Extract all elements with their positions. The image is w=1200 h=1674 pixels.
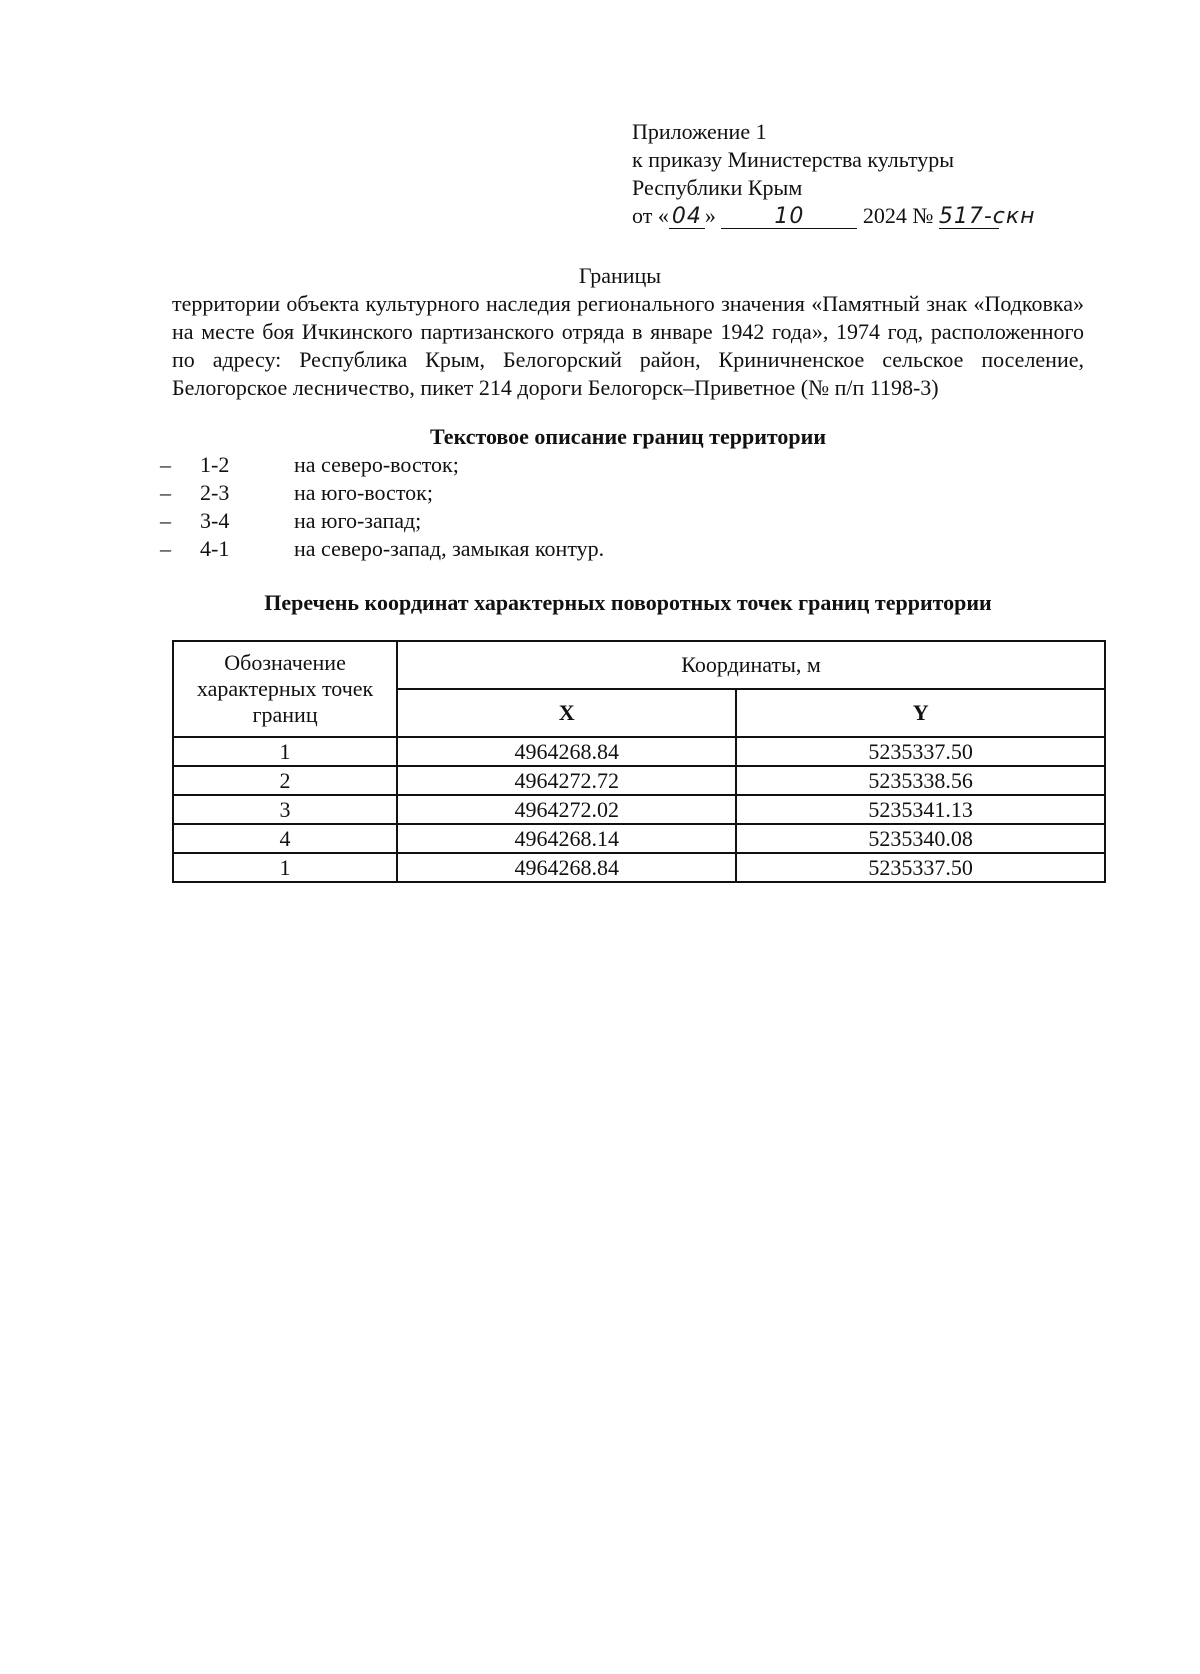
date-prefix: от « <box>632 203 669 228</box>
cell-x: 4964268.14 <box>397 824 736 853</box>
date-month-field <box>721 205 857 229</box>
header-coordinates: Координаты, м <box>397 641 1105 689</box>
document-title: Границы <box>578 263 662 288</box>
cell-point: 4 <box>173 824 397 853</box>
segment-direction: на юго-запад; <box>294 508 422 533</box>
segment-item <box>160 479 1060 507</box>
cell-y: 5235337.50 <box>736 737 1105 766</box>
segment-direction: на северо-восток; <box>294 452 459 477</box>
text-description-heading: Текстовое описание границ территории <box>429 424 827 449</box>
cell-y: 5235338.56 <box>736 766 1105 795</box>
order-number-field <box>938 204 1036 229</box>
appendix-order-ref: к приказу Министерства культуры <box>632 147 955 172</box>
header-points: Обозначение характерных точек границ <box>173 641 397 737</box>
appendix-republic: Республики Крым <box>632 175 803 200</box>
cell-y: 5235341.13 <box>736 795 1105 824</box>
coordinates-table <box>172 640 1106 883</box>
segment-code: 2-3 <box>200 480 230 505</box>
cell-point: 3 <box>173 795 397 824</box>
segment-code: 1-2 <box>200 452 230 477</box>
cell-point: 2 <box>173 766 397 795</box>
segment-dash: – <box>160 508 171 533</box>
coordinates-heading: Перечень координат характерных поворотных точек границ территории <box>264 590 992 615</box>
segment-direction: на юго-восток; <box>294 480 433 505</box>
segment-dash: – <box>160 452 171 477</box>
header-y: Y <box>736 689 1105 737</box>
cell-point: 1 <box>173 853 397 882</box>
segment-item <box>160 451 1060 479</box>
segment-dash: – <box>160 480 171 505</box>
table-row <box>173 795 1105 824</box>
cell-x: 4964272.72 <box>397 766 736 795</box>
table-row <box>173 824 1105 853</box>
date-month-handwritten: 10 <box>774 204 805 229</box>
cell-x: 4964272.02 <box>397 795 736 824</box>
order-number-handwritten: 517-скн <box>938 204 1036 229</box>
cell-x: 4964268.84 <box>397 737 736 766</box>
date-year: 2024 № <box>862 203 934 228</box>
cell-y: 5235337.50 <box>736 853 1105 882</box>
appendix-block <box>632 118 1152 232</box>
date-day-handwritten: 04 <box>671 204 702 229</box>
cell-point: 1 <box>173 737 397 766</box>
segment-direction: на северо-запад, замыкая контур. <box>294 536 605 561</box>
document-subtitle: территории объекта культурного наследия регионального значения «Памятный знак «Подковка» на месте боя Ичкинского партизанского отряда в январе 1942 года», 1974 год, расположенного по адресу: Республика Крым, Белогорский район, Криничненское сельское поселение, Белогорское лесничество, пикет 214 дороги Белогорск–Приветное (№ п/п 1198-3) <box>172 291 1084 400</box>
segment-item <box>160 535 1060 563</box>
table-row <box>173 737 1105 766</box>
segment-item <box>160 507 1060 535</box>
table-row <box>173 853 1105 882</box>
appendix-date-line <box>632 202 1152 232</box>
segment-dash: – <box>160 536 171 561</box>
appendix-number: Приложение 1 <box>632 119 767 144</box>
header-x: X <box>397 689 736 737</box>
segment-list <box>160 451 1060 563</box>
segment-code: 3-4 <box>200 508 230 533</box>
table-row <box>173 766 1105 795</box>
date-mid: » <box>704 203 716 228</box>
cell-y: 5235340.08 <box>736 824 1105 853</box>
date-day-field <box>669 205 705 229</box>
segment-code: 4-1 <box>200 536 230 561</box>
cell-x: 4964268.84 <box>397 853 736 882</box>
